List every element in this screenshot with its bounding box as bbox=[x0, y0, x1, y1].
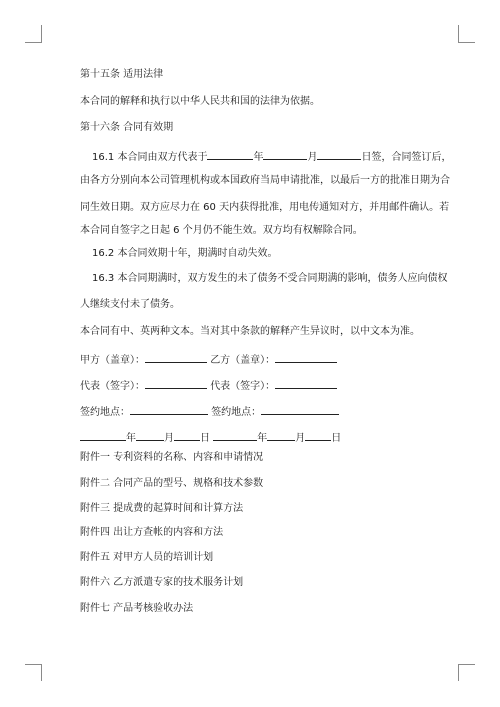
rep-b-label: 代表（签字）： bbox=[210, 381, 276, 392]
signature-date-row bbox=[80, 429, 341, 446]
article16-p3-line2: 人继续支付未了债务。 bbox=[80, 299, 180, 310]
annex-item: 附件七 产品考核验收办法 bbox=[80, 603, 194, 614]
date-b-month-blank bbox=[267, 429, 295, 441]
place-b-label: 签约地点： bbox=[211, 407, 262, 418]
article15-heading: 第十五条 适用法律 bbox=[80, 69, 164, 80]
p1-prefix: 16.1 本合同由双方代表于 bbox=[92, 152, 208, 163]
language-clause: 本合同有中、英两种文本。当对其中条款的解释产生异议时，以中文本为准。 bbox=[80, 326, 420, 337]
annex-item: 附件三 提成费的起算时间和计算方法 bbox=[80, 503, 244, 514]
date-b-year-label: 年 bbox=[257, 433, 268, 444]
place-a-blank bbox=[130, 403, 208, 415]
month-label: 月 bbox=[307, 152, 318, 163]
rep-a-blank bbox=[145, 377, 207, 389]
date-a-day-label: 日 bbox=[200, 433, 210, 444]
date-a-year-blank bbox=[80, 429, 126, 441]
article16-p1-line1 bbox=[92, 148, 451, 165]
month-blank bbox=[263, 148, 307, 160]
rep-a-label: 代表（签字）： bbox=[80, 381, 145, 392]
crop-mark-bottom-left-h bbox=[25, 664, 42, 665]
party-b-seal-label: 乙方（盖章）： bbox=[210, 355, 276, 366]
annex-item: 附件四 出让方查帐的内容和方法 bbox=[80, 527, 224, 538]
date-a-year-label: 年 bbox=[126, 433, 136, 444]
date-b-day-blank bbox=[305, 429, 331, 441]
crop-mark-bottom-right-h bbox=[458, 664, 475, 665]
crop-mark-top-left-h bbox=[25, 42, 42, 43]
day-suffix: 日签，合同签订后， bbox=[361, 152, 452, 163]
annex-item: 附件六 乙方派遣专家的技术服务计划 bbox=[80, 577, 244, 588]
date-b-year-blank bbox=[213, 429, 257, 441]
date-a-month-label: 月 bbox=[164, 433, 174, 444]
article15-text: 本合同的解释和执行以中华人民共和国的法律为依据。 bbox=[80, 96, 320, 107]
crop-mark-bottom-right-v bbox=[458, 664, 459, 681]
date-b-day-label: 日 bbox=[331, 433, 342, 444]
year-blank bbox=[207, 148, 253, 160]
crop-mark-top-right-v bbox=[458, 25, 459, 42]
party-b-seal-blank bbox=[275, 351, 337, 363]
signature-place-row bbox=[80, 403, 339, 420]
annex-item: 附件五 对甲方人员的培训计划 bbox=[80, 552, 214, 563]
annex-item: 附件二 合同产品的型号、规格和技术参数 bbox=[80, 478, 264, 489]
day-blank bbox=[317, 148, 361, 160]
date-a-day-blank bbox=[174, 429, 200, 441]
article16-p1-line2: 由各方分别向本公司管理机构或本国政府当局申请批准，以最后一方的批准日期为合 bbox=[80, 175, 450, 186]
article16-p2: 16.2 本合同效期十年，期满时自动失效。 bbox=[92, 248, 278, 259]
rep-b-blank bbox=[275, 377, 337, 389]
party-a-seal-label: 甲方（盖章）： bbox=[80, 355, 145, 366]
date-b-month-label: 月 bbox=[295, 433, 306, 444]
year-label: 年 bbox=[253, 152, 264, 163]
signature-seal-row bbox=[80, 351, 337, 368]
crop-mark-bottom-left-v bbox=[41, 664, 42, 681]
signature-rep-row bbox=[80, 377, 337, 394]
article16-p1-line4: 本合同自签字之日起 6 个月仍不能生效。双方均有权解除合同。 bbox=[80, 225, 363, 236]
crop-mark-top-left-v bbox=[41, 25, 42, 42]
article16-p3-line1: 16.3 本合同期满时，双方发生的未了债务不受合同期满的影响，债务人应向债权 bbox=[92, 273, 448, 284]
crop-mark-top-right-h bbox=[458, 42, 475, 43]
annex-item: 附件一 专利资料的名称、内容和申请情况 bbox=[80, 452, 264, 463]
date-a-month-blank bbox=[136, 429, 164, 441]
party-a-seal-blank bbox=[145, 351, 207, 363]
article16-p1-line3: 同生效日期。双方应尽力在 60 天内获得批准，用电传通知对方，并用邮件确认。若 bbox=[80, 202, 450, 213]
place-a-label: 签约地点： bbox=[80, 407, 130, 418]
article16-heading: 第十六条 合同有效期 bbox=[80, 122, 174, 133]
place-b-blank bbox=[261, 403, 339, 415]
